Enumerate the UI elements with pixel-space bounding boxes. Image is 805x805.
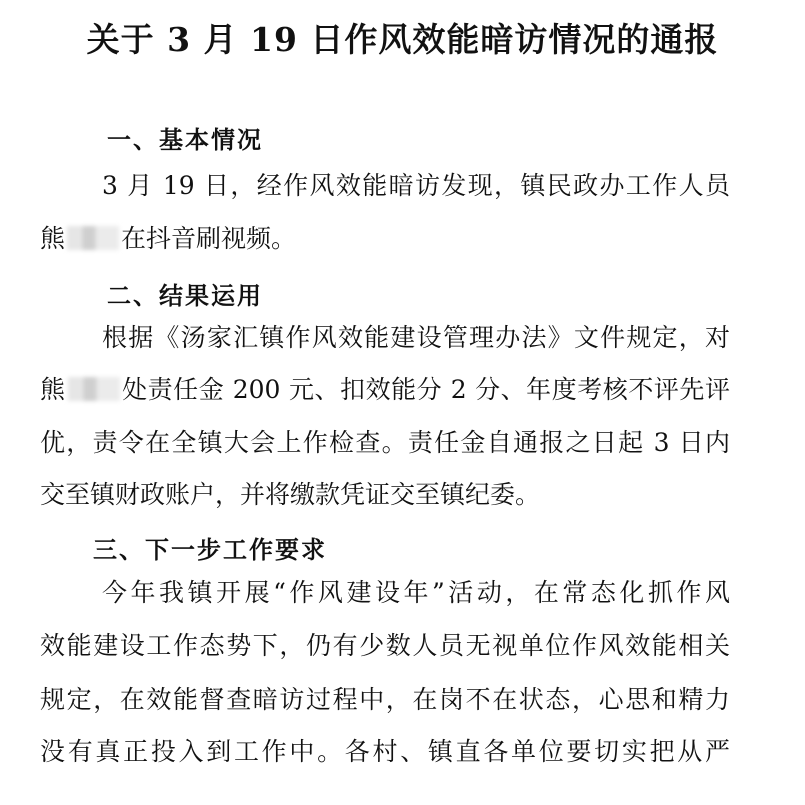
paragraph-line: 交至镇财政账户，并将缴款凭证交至镇纪委。 xyxy=(40,480,541,509)
paragraph-line: 规定，在效能督查暗访过程中，在岗不在状态，心思和精力 xyxy=(40,685,730,714)
name-surname: 熊 xyxy=(40,375,66,404)
paragraph-text: 处责任金 200 元、扣效能分 2 分、年度考核不评先评 xyxy=(121,375,730,404)
document-title: 关于 3 月 19 日作风效能暗访情况的通报 xyxy=(86,20,719,59)
section-heading-requirements: 三、下一步工作要求 xyxy=(93,536,327,564)
redacted-name xyxy=(68,377,120,401)
paragraph-line: 今年我镇开展“作风建设年”活动，在常态化抓作风 xyxy=(102,578,730,607)
paragraph-text: 在抖音刷视频。 xyxy=(121,224,297,253)
redacted-name xyxy=(67,226,119,250)
section-heading-results: 二、结果运用 xyxy=(107,282,263,310)
paragraph-line: 优，责令在全镇大会上作检查。责任金自通报之日起 3 日内 xyxy=(40,428,730,457)
paragraph-line: 根据《汤家汇镇作风效能建设管理办法》文件规定，对 xyxy=(102,323,730,352)
paragraph-line xyxy=(40,374,730,406)
paragraph-line xyxy=(40,223,730,255)
name-surname: 熊 xyxy=(40,224,66,253)
paragraph-line: 3 月 19 日，经作风效能暗访发现，镇民政办工作人员 xyxy=(102,171,730,200)
section-heading-basic: 一、基本情况 xyxy=(107,126,263,154)
paragraph-line: 效能建设工作态势下，仍有少数人员无视单位作风效能相关 xyxy=(40,631,730,660)
paragraph-line: 没有真正投入到工作中。各村、镇直各单位要切实把从严 xyxy=(40,737,730,766)
